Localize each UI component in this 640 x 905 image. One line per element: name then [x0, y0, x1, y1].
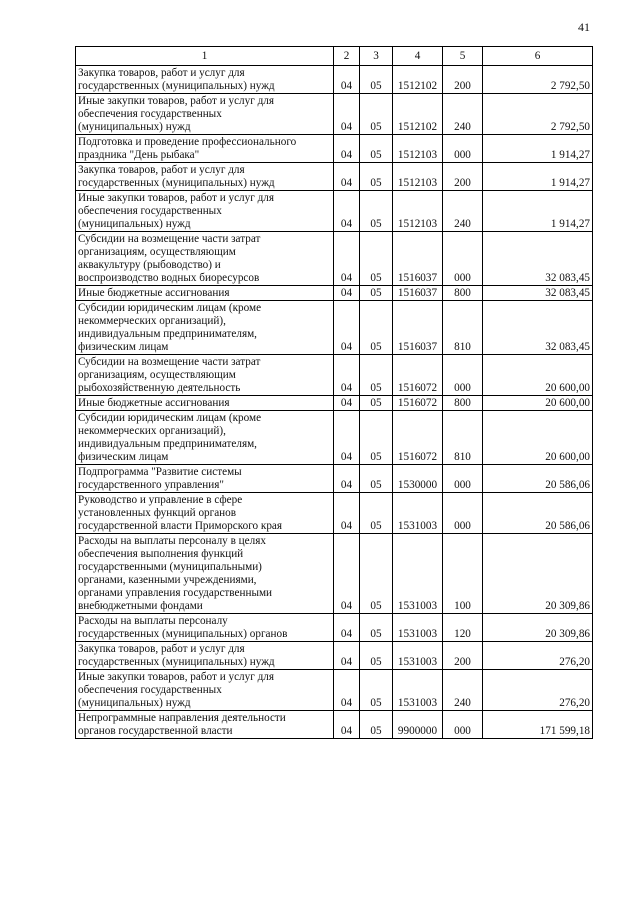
row-description: Иные закупки товаров, работ и услуг для обеспечения государственных (муниципальных) нужд [76, 94, 334, 135]
row-subsection: 05 [360, 191, 393, 232]
row-description: Субсидии юридическим лицам (кроме некоммерческих организаций), индивидуальным предпринимателям, физическим лицам [76, 411, 334, 465]
row-description: Закупка товаров, работ и услуг для государственных (муниципальных) нужд [76, 163, 334, 191]
row-expense-type: 000 [443, 493, 483, 534]
row-target-item: 1512103 [393, 191, 443, 232]
row-section: 04 [334, 135, 360, 163]
row-amount: 171 599,18 [483, 711, 593, 739]
table-row [76, 396, 593, 411]
row-subsection: 05 [360, 396, 393, 411]
row-subsection: 05 [360, 66, 393, 94]
header-col-1: 1 [76, 47, 334, 66]
row-description: Расходы на выплаты персоналу в целях обеспечения выполнения функций государственными (муниципальными) органами, казенными учреждениями, органами управления государственными внебюджетными фондами [76, 534, 334, 614]
row-subsection: 05 [360, 493, 393, 534]
page-number: 41 [578, 20, 590, 34]
row-expense-type: 200 [443, 66, 483, 94]
row-description: Иные закупки товаров, работ и услуг для обеспечения государственных (муниципальных) нужд [76, 670, 334, 711]
row-expense-type: 200 [443, 642, 483, 670]
row-section: 04 [334, 534, 360, 614]
row-expense-type: 240 [443, 94, 483, 135]
row-target-item: 1531003 [393, 670, 443, 711]
header-col-4: 4 [393, 47, 443, 66]
table-row [76, 94, 593, 135]
row-section: 04 [334, 614, 360, 642]
row-amount: 20 309,86 [483, 614, 593, 642]
row-subsection: 05 [360, 355, 393, 396]
row-description: Субсидии на возмещение части затрат организациям, осуществляющим аквакультуру (рыбоводство) и воспроизводство водных биоресурсов [76, 232, 334, 286]
row-description: Субсидии юридическим лицам (кроме некоммерческих организаций), индивидуальным предпринимателям, физическим лицам [76, 301, 334, 355]
row-expense-type: 240 [443, 191, 483, 232]
row-target-item: 1516072 [393, 411, 443, 465]
row-section: 04 [334, 711, 360, 739]
row-target-item: 1516037 [393, 232, 443, 286]
row-description: Руководство и управление в сфере установленных функций органов государственной власти Приморского края [76, 493, 334, 534]
row-expense-type: 800 [443, 286, 483, 301]
row-target-item: 1531003 [393, 642, 443, 670]
row-section: 04 [334, 670, 360, 711]
row-target-item: 1531003 [393, 614, 443, 642]
table-row [76, 135, 593, 163]
row-amount: 20 600,00 [483, 411, 593, 465]
table-row [76, 191, 593, 232]
row-target-item: 1516037 [393, 301, 443, 355]
row-subsection: 05 [360, 411, 393, 465]
table-row [76, 493, 593, 534]
row-subsection: 05 [360, 670, 393, 711]
row-target-item: 1512102 [393, 94, 443, 135]
row-section: 04 [334, 355, 360, 396]
row-target-item: 1516037 [393, 286, 443, 301]
row-amount: 1 914,27 [483, 163, 593, 191]
row-target-item: 1512103 [393, 163, 443, 191]
row-description: Подготовка и проведение профессионального праздника "День рыбака" [76, 135, 334, 163]
row-amount: 32 083,45 [483, 286, 593, 301]
row-section: 04 [334, 465, 360, 493]
row-section: 04 [334, 163, 360, 191]
row-target-item: 9900000 [393, 711, 443, 739]
table-row [76, 534, 593, 614]
table-row [76, 232, 593, 286]
row-amount: 32 083,45 [483, 301, 593, 355]
row-subsection: 05 [360, 642, 393, 670]
table-row [76, 66, 593, 94]
row-amount: 276,20 [483, 670, 593, 711]
row-description: Закупка товаров, работ и услуг для государственных (муниципальных) нужд [76, 642, 334, 670]
row-expense-type: 240 [443, 670, 483, 711]
budget-table [75, 46, 593, 739]
row-amount: 20 586,06 [483, 465, 593, 493]
row-target-item: 1531003 [393, 534, 443, 614]
row-subsection: 05 [360, 232, 393, 286]
table-row [76, 465, 593, 493]
row-amount: 20 600,00 [483, 355, 593, 396]
table-body [76, 66, 593, 739]
row-section: 04 [334, 411, 360, 465]
row-amount: 32 083,45 [483, 232, 593, 286]
row-expense-type: 000 [443, 465, 483, 493]
row-description: Иные закупки товаров, работ и услуг для обеспечения государственных (муниципальных) нужд [76, 191, 334, 232]
row-amount: 1 914,27 [483, 191, 593, 232]
row-subsection: 05 [360, 286, 393, 301]
header-row [76, 47, 593, 66]
row-section: 04 [334, 232, 360, 286]
table-row [76, 711, 593, 739]
row-section: 04 [334, 286, 360, 301]
row-amount: 20 600,00 [483, 396, 593, 411]
table-row [76, 301, 593, 355]
row-target-item: 1516072 [393, 355, 443, 396]
row-section: 04 [334, 94, 360, 135]
row-expense-type: 810 [443, 301, 483, 355]
row-target-item: 1531003 [393, 493, 443, 534]
header-col-5: 5 [443, 47, 483, 66]
row-amount: 2 792,50 [483, 94, 593, 135]
row-target-item: 1512103 [393, 135, 443, 163]
row-expense-type: 000 [443, 355, 483, 396]
row-subsection: 05 [360, 465, 393, 493]
row-description: Закупка товаров, работ и услуг для государственных (муниципальных) нужд [76, 66, 334, 94]
table-row [76, 286, 593, 301]
row-subsection: 05 [360, 614, 393, 642]
row-target-item: 1512102 [393, 66, 443, 94]
row-amount: 2 792,50 [483, 66, 593, 94]
table-row [76, 670, 593, 711]
row-subsection: 05 [360, 135, 393, 163]
row-expense-type: 810 [443, 411, 483, 465]
row-section: 04 [334, 642, 360, 670]
row-subsection: 05 [360, 534, 393, 614]
row-expense-type: 000 [443, 232, 483, 286]
row-description: Иные бюджетные ассигнования [76, 286, 334, 301]
row-expense-type: 100 [443, 534, 483, 614]
table-row [76, 614, 593, 642]
row-expense-type: 800 [443, 396, 483, 411]
row-description: Подпрограмма "Развитие системы государственного управления" [76, 465, 334, 493]
row-section: 04 [334, 191, 360, 232]
row-expense-type: 200 [443, 163, 483, 191]
row-amount: 276,20 [483, 642, 593, 670]
row-amount: 20 586,06 [483, 493, 593, 534]
row-subsection: 05 [360, 94, 393, 135]
row-expense-type: 120 [443, 614, 483, 642]
row-section: 04 [334, 396, 360, 411]
row-amount: 1 914,27 [483, 135, 593, 163]
row-description: Иные бюджетные ассигнования [76, 396, 334, 411]
header-col-3: 3 [360, 47, 393, 66]
header-col-2: 2 [334, 47, 360, 66]
row-section: 04 [334, 493, 360, 534]
header-col-6: 6 [483, 47, 593, 66]
table-row [76, 642, 593, 670]
row-expense-type: 000 [443, 711, 483, 739]
row-expense-type: 000 [443, 135, 483, 163]
row-description: Непрограммные направления деятельности органов государственной власти [76, 711, 334, 739]
row-section: 04 [334, 66, 360, 94]
table-row [76, 355, 593, 396]
row-subsection: 05 [360, 163, 393, 191]
row-description: Расходы на выплаты персоналу государственных (муниципальных) органов [76, 614, 334, 642]
row-amount: 20 309,86 [483, 534, 593, 614]
row-target-item: 1516072 [393, 396, 443, 411]
row-target-item: 1530000 [393, 465, 443, 493]
row-description: Субсидии на возмещение части затрат организациям, осуществляющим рыбохозяйственную деятельность [76, 355, 334, 396]
table-row [76, 411, 593, 465]
row-subsection: 05 [360, 301, 393, 355]
row-subsection: 05 [360, 711, 393, 739]
table-row [76, 163, 593, 191]
row-section: 04 [334, 301, 360, 355]
